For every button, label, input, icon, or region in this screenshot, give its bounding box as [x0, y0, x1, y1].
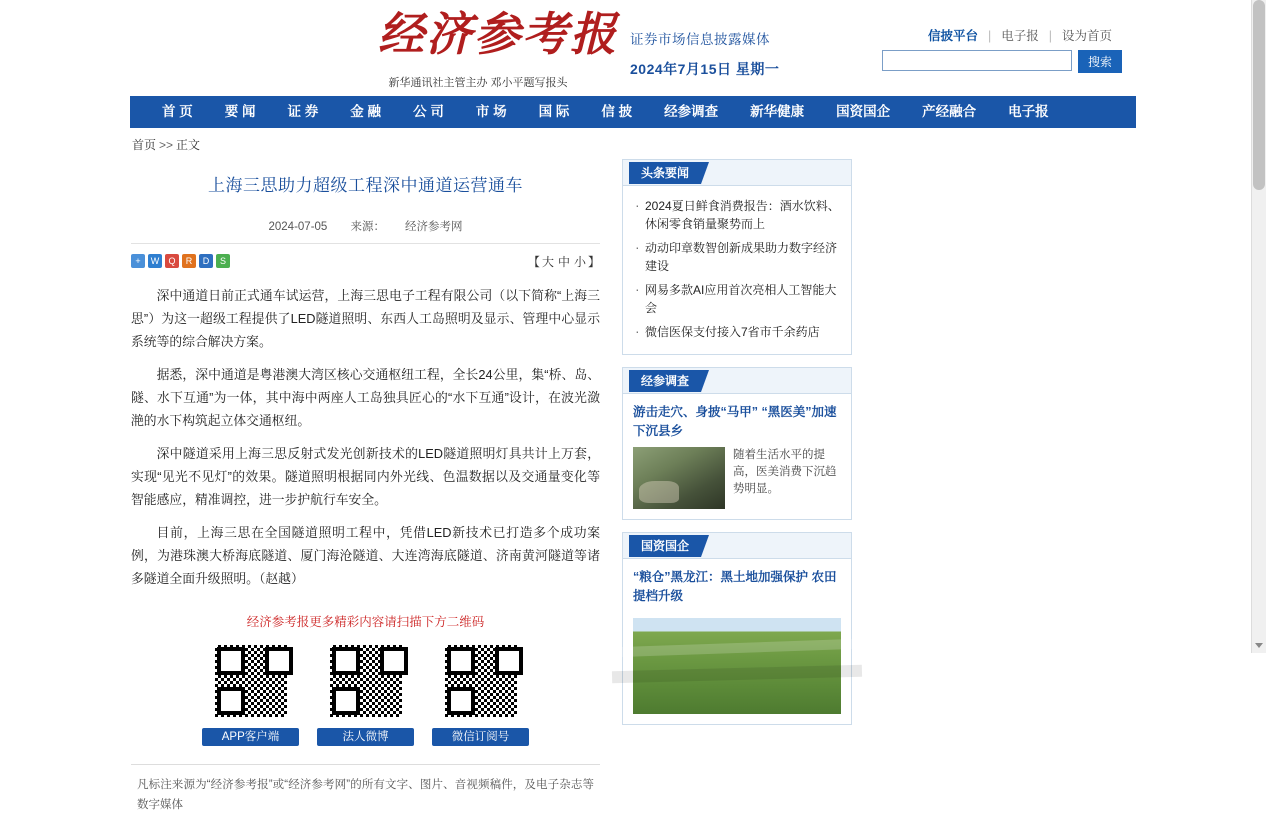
page-scrollbar[interactable] — [1251, 0, 1266, 653]
nav-item-soe[interactable]: 国资国企 — [836, 104, 891, 119]
scroll-down-icon[interactable] — [1255, 643, 1263, 648]
breadcrumb-arrow: >> — [159, 138, 174, 152]
box-tab-soe[interactable]: 国资国企 — [629, 535, 701, 557]
nav-wrap — [130, 96, 1136, 128]
share-row — [131, 252, 600, 270]
article-body — [131, 284, 600, 590]
font-size-suffix: 】 — [587, 254, 600, 269]
investigation-thumbnail-image[interactable] — [633, 447, 725, 509]
article-paragraph-1: 深中通道日前正式通车试运营，上海三思电子工程有限公司（以下简称“上海三思”）为这一超级工程提供了LED隧道照明、东西人工岛照明及显示、管理中心显示系统等的综合解决方案。 — [131, 288, 600, 349]
article-source: 经济参考网 — [405, 221, 463, 233]
qr-code-icon — [442, 642, 520, 720]
top-link-disclosure[interactable]: 信披平台 — [927, 29, 978, 43]
nav-item-home[interactable]: 首 页 — [162, 104, 193, 119]
search-area — [882, 50, 1122, 73]
qr-tip: 经济参考报更多精彩内容请扫描下方二维码 — [246, 615, 485, 629]
soe-headline[interactable]: “粮仓”黑龙江：黑土地加强保护 农田提档升级 — [633, 570, 837, 603]
logo-title: 经济参考报 — [378, 7, 618, 61]
breadcrumb-current: 正文 — [176, 138, 201, 152]
qr-code-icon — [212, 642, 290, 720]
qzone-icon[interactable]: Q — [165, 254, 179, 268]
investigation-description: 随着生活水平的提高，医美消费下沉趋势明显。 — [733, 449, 837, 495]
qr-section — [131, 612, 600, 746]
top-link-epaper[interactable]: 电子报 — [1001, 29, 1039, 43]
nav-item-disclosure[interactable]: 信 披 — [601, 104, 633, 119]
box-tab-topnews[interactable]: 头条要闻 — [629, 162, 701, 184]
sidebar-box-soe — [622, 532, 852, 725]
nav-item-epaper[interactable]: 电子报 — [1008, 104, 1049, 119]
top-link-sethome[interactable]: 设为首页 — [1061, 29, 1112, 43]
qr-label-weibo[interactable]: 法人微博 — [317, 728, 414, 746]
sidebar-box-topnews — [622, 159, 852, 355]
qr-code-icon — [327, 642, 405, 720]
font-size-large[interactable]: 大 — [541, 254, 554, 269]
nav-item-topnews[interactable]: 要 闻 — [224, 104, 256, 119]
topnews-list — [623, 194, 851, 344]
nav-item-market[interactable]: 市 场 — [475, 104, 507, 119]
nav-item-investigation[interactable]: 经参调查 — [664, 104, 719, 119]
sidebar — [622, 159, 852, 815]
article-source-label: 来源： — [350, 221, 386, 233]
article-column — [130, 159, 600, 815]
article-paragraph-2: 据悉，深中通道是粤港澳大湾区核心交通枢纽工程，全长24公里，集“桥、岛、隧、水下互通”为一体，其中海中两座人工岛独具匠心的“水下互通”设计，在波光潋滟的水下构筑起立体交通枢纽。 — [131, 367, 600, 428]
top-link-separator-1: | — [987, 29, 992, 43]
breadcrumb-home[interactable]: 首页 — [132, 138, 157, 152]
box-header — [623, 533, 851, 559]
site-logo[interactable] — [378, 6, 618, 90]
main-nav — [130, 96, 1136, 128]
share-plus-icon[interactable]: + — [131, 254, 145, 268]
breadcrumb — [130, 128, 1136, 159]
search-button[interactable]: 搜索 — [1078, 50, 1122, 73]
qr-item-wechat — [432, 642, 529, 746]
scrollbar-thumb[interactable] — [1253, 0, 1265, 190]
logo-subtitle: 新华通讯社主管主办 邓小平题写报头 — [388, 77, 568, 89]
box-header — [623, 160, 851, 186]
sidebar-box-investigation — [622, 367, 852, 520]
nav-item-company[interactable]: 公 司 — [413, 104, 444, 119]
soe-photo-image[interactable] — [633, 618, 841, 714]
list-item[interactable]: · 网易多款AI应用首次亮相人工智能大会 — [635, 278, 841, 320]
content-wrap — [130, 159, 1136, 815]
qr-row — [131, 642, 600, 746]
copyright-disclaimer: 凡标注来源为“经济参考报”或“经济参考网”的所有文字、图片、音视频稿件，及电子杂志等数字媒体 — [131, 764, 600, 815]
header-center-info — [630, 28, 779, 79]
douban-icon[interactable]: D — [199, 254, 213, 268]
nav-item-industry[interactable]: 产经融合 — [922, 104, 977, 119]
article-paragraph-3: 深中隧道采用上海三思反射式发光创新技术的LED隧道照明灯具共计上万套，实现“见光不见灯”的效果。隧道照明根据同内外光线、色温数据以及交通量变化等智能感应，精准调控，进一步护航行车安全。 — [131, 446, 600, 507]
nav-item-securities[interactable]: 证 券 — [287, 104, 319, 119]
font-size-small[interactable]: 小 — [573, 254, 586, 269]
article-paragraph-4: 目前，上海三思在全国隧道照明工程中，凭借LED新技术已打造多个成功案例，为港珠澳大桥海底隧道、厦门海沧隧道、大连湾海底隧道、济南黄河隧道等诸多隧道全面升级照明。（赵越） — [131, 525, 600, 586]
qr-label-app[interactable]: APP客户端 — [202, 728, 299, 746]
article-meta — [131, 218, 600, 244]
weibo-icon[interactable]: W — [148, 254, 162, 268]
font-size-medium[interactable]: 中 — [557, 254, 570, 269]
qr-label-wechat[interactable]: 微信订阅号 — [432, 728, 529, 746]
top-links — [918, 26, 1122, 44]
search-input[interactable] — [882, 50, 1072, 71]
header-tagline: 证券市场信息披露媒体 — [630, 32, 770, 47]
font-size-control — [528, 253, 600, 270]
nav-item-finance[interactable]: 金 融 — [350, 104, 382, 119]
nav-item-health[interactable]: 新华健康 — [750, 104, 805, 119]
list-item[interactable]: · 微信医保支付接入7省市千余药店 — [635, 320, 841, 344]
top-link-separator-2: | — [1048, 29, 1052, 43]
font-size-prefix: 【 — [527, 254, 540, 269]
header-date: 2024年7月15日 星期一 — [630, 61, 780, 77]
box-header — [623, 368, 851, 394]
list-item[interactable]: · 2024夏日鲜食消费报告：酒水饮料、休闲零食销量聚势而上 — [635, 194, 841, 236]
breadcrumb-wrap — [130, 128, 1136, 159]
renren-icon[interactable]: R — [182, 254, 196, 268]
box-tab-investigation[interactable]: 经参调查 — [629, 370, 701, 392]
qr-item-app — [202, 642, 299, 746]
site-header — [130, 0, 1136, 96]
share-icons — [131, 254, 230, 268]
investigation-headline[interactable]: 游击走穴、身披“马甲” “黑医美”加速下沉县乡 — [633, 405, 837, 438]
nav-item-international[interactable]: 国 际 — [538, 104, 570, 119]
article-date: 2024-07-05 — [268, 221, 328, 233]
wechat-icon[interactable]: S — [216, 254, 230, 268]
investigation-body — [623, 445, 851, 509]
list-item[interactable]: · 动动印章数智创新成果助力数字经济建设 — [635, 236, 841, 278]
qr-item-weibo — [317, 642, 414, 746]
page-title: 上海三思助力超级工程深中通道运营通车 — [208, 176, 523, 195]
